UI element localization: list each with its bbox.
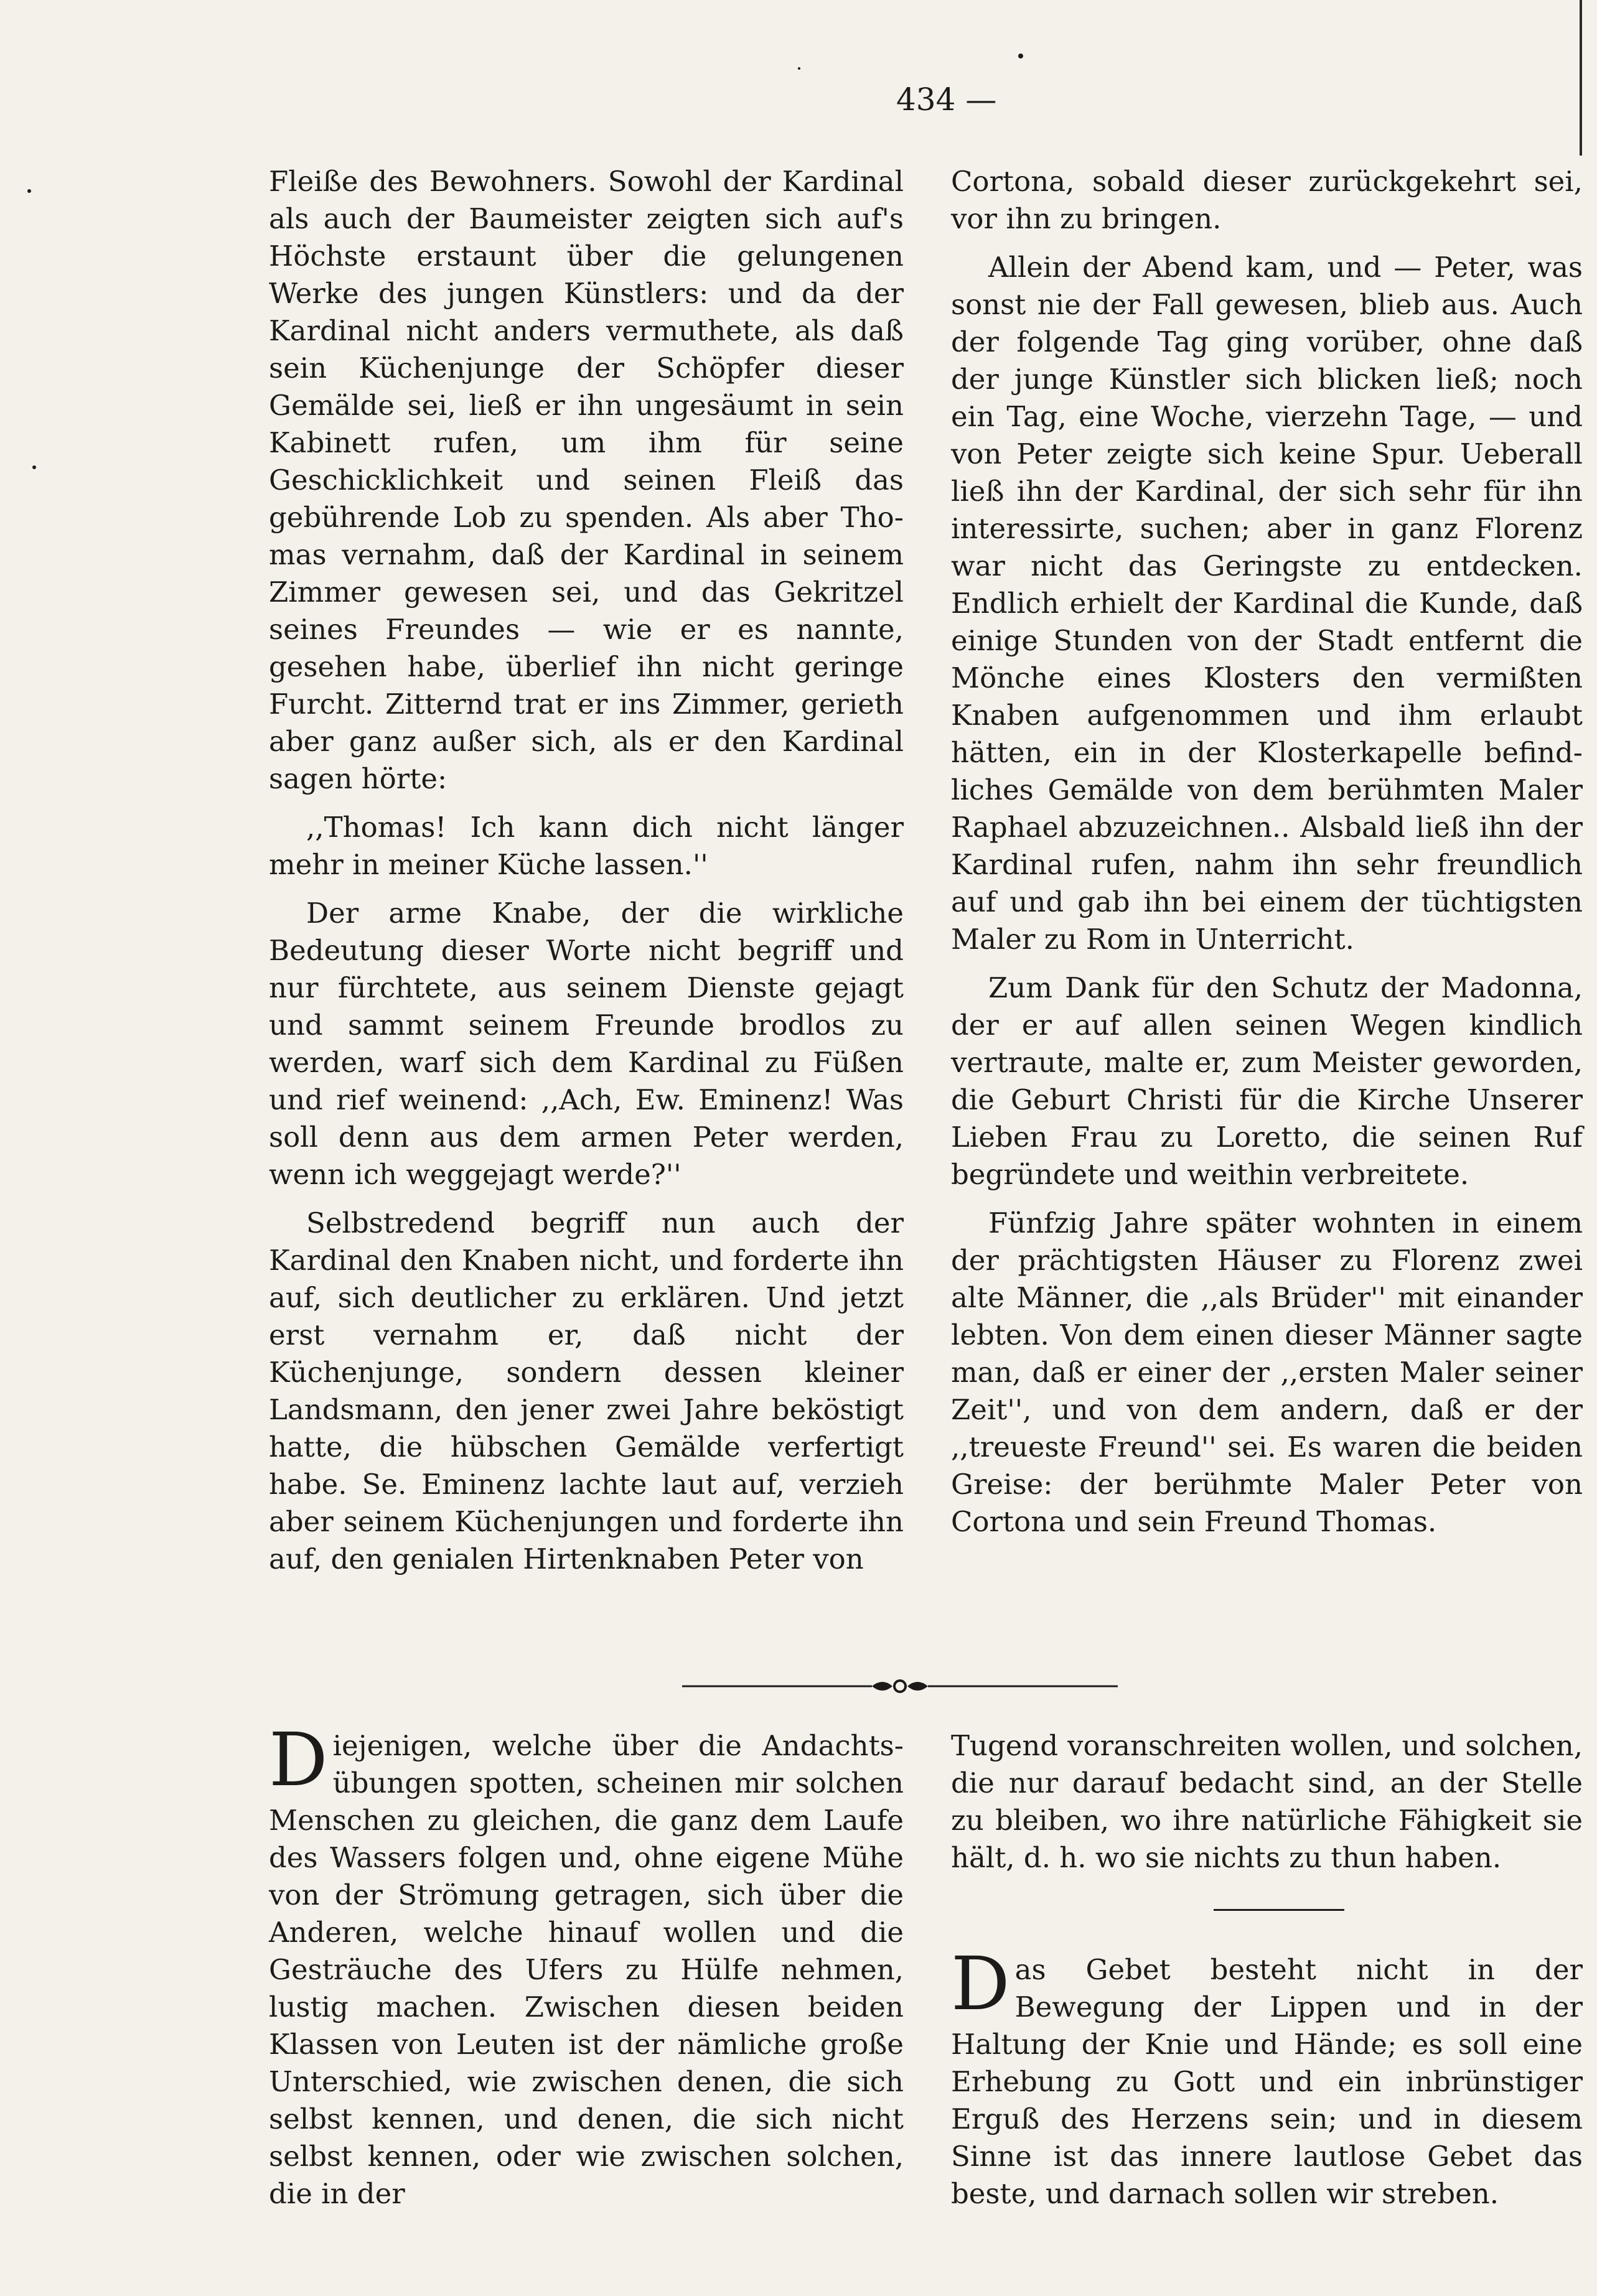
article-column-right <box>951 163 1583 1541</box>
paragraph <box>951 1941 1583 2213</box>
paragraph <box>269 1717 904 2213</box>
paragraph: Selbstredend begriff nun auch der Kardinal den Knaben nicht, und forderte ihn auf, sich deutlicher zu erklären. Und jetzt erst vernahm er, daß nicht der Küchenjunge, sondern dessen kleiner Landsmann, den jener zwei Jahre beköstigt hatte, die hübschen Gemälde verfertigt habe. Se. Eminenz lachte laut auf, verzieh aber seinem Küchenjungen und forderte ihn auf, den genialen Hirtenknaben Peter von <box>269 1206 904 1575</box>
section-rule <box>1214 1909 1344 1911</box>
ink-speck <box>27 189 31 193</box>
aphorism-column-left <box>269 1717 904 2213</box>
drop-capital: D <box>951 1941 1010 2027</box>
paragraph: Tugend voranschreiten wollen, und solchen, die nur darauf bedacht sind, an der Stelle zu bleiben, wo ihre natürliche Fähigkeit sie hält, d. h. wo sie nichts zu thun haben. <box>951 1729 1583 1874</box>
paragraph: Zum Dank für den Schutz der Madonna, der er auf allen seinen Wegen kindlich vertraute, malte er, zum Meister geworden, die Geburt Christi für die Kirche Unserer Lieben Frau zu Loretto, die seinen Ruf begründete und weithin verbreitete. <box>951 971 1583 1191</box>
page-number: 434 — <box>896 82 997 118</box>
paragraph: Allein der Abend kam, und — Peter, was sonst nie der Fall gewesen, blieb aus. Auch der folgende Tag ging vorüber, ohne daß der junge Künstler sich blicken ließ; noch ein Tag, eine Woche, vierzehn Tage, — und von Peter zeigte sich keine Spur. Ueberall ließ ihn der Kardinal, der sich sehr für ihn interessirte, suchen; aber in ganz Florenz war nicht das Geringste zu entdecken. Endlich erhielt der Kardinal die Kunde, daß einige Stunden von der Stadt entfernt die Mönche eines Klosters den vermißten Knaben aufgenommen und ihm erlaubt hätten, ein in der Klosterkapelle befindliches Gemälde von dem berühmten Maler Raphael abzuzeichnen.. Alsbald ließ ihn der Kardinal rufen, nahm ihn sehr freundlich auf und gab ihn bei einem der tüchtigsten Maler zu Rom in Unterricht. <box>951 251 1583 956</box>
drop-capital: D <box>269 1717 328 1803</box>
paragraph-text: iejenigen, welche über die Andachtsübungen spotten, scheinen mir solchen Menschen zu gleichen, die ganz dem Laufe des Wassers folgen und, ohne eigene Mühe von der Strömung getragen, sich über die Anderen, welche hinauf wollen und die Gesträuche des Ufers zu Hülfe nehmen, lustig machen. Zwischen diesen beiden Klassen von Leuten ist der nämliche große Unterschied, wie zwischen denen, die sich selbst kennen, und denen, die sich nicht selbst kennen, oder wie zwischen solchen, die in der <box>269 1729 904 2210</box>
paragraph: ,,Thomas! Ich kann dich nicht länger mehr in meiner Küche lassen.'' <box>269 811 904 881</box>
paragraph: Fünfzig Jahre später wohnten in einem der prächtigsten Häuser zu Florenz zwei alte Männer, die ,,als Brüder'' mit einander lebten. Von dem einen dieser Männer sagte man, daß er einer der ,,ersten Maler seiner Zeit'', und von dem andern, daß er der ,,treueste Freund'' sei. Es waren die beiden Greise: der berühmte Maler Peter von Cortona und sein Freund Thomas. <box>951 1206 1583 1538</box>
page-edge-line <box>1580 0 1582 156</box>
paragraph: Der arme Knabe, der die wirkliche Bedeutung dieser Worte nicht begriff und nur fürchtete, aus seinem Dienste gejagt und sammt seinem Freunde brodlos zu werden, warf sich dem Kardinal zu Füßen und rief weinend: ,,Ach, Ew. Eminenz! Was soll denn aus dem armen Peter werden, wenn ich weggejagt werde?'' <box>269 897 904 1191</box>
ink-speck <box>32 465 36 469</box>
paragraph: Cortona, sobald dieser zurückgekehrt sei, vor ihn zu bringen. <box>951 165 1583 235</box>
ink-speck <box>1018 54 1023 58</box>
article-column-left <box>269 163 904 1578</box>
paragraph-text: as Gebet besteht nicht in der Bewegung der Lippen und in der Haltung der Knie und Hände; es soll eine Erhebung zu Gott und ein inbrünstiger Erguß des Herzens sein; und in diesem Sinne ist das innere lautlose Gebet das beste, und darnach sollen wir streben. <box>951 1953 1583 2210</box>
ornament-divider <box>682 1670 1118 1702</box>
ink-speck <box>798 67 800 70</box>
paragraph: Fleiße des Bewohners. Sowohl der Kardinal als auch der Baumeister zeigten sich auf's Höchste erstaunt über die gelungenen Werke des jungen Künstlers: und da der Kardinal nicht anders vermuthete, als daß sein Küchenjunge der Schöpfer dieser Gemälde sei, ließ er ihn ungesäumt in sein Kabinett rufen, um ihm für seine Geschicklichkeit und seinen Fleiß das gebührende Lob zu spenden. Als aber Thomas vernahm, daß der Kardinal in seinem Zimmer gewesen sei, und das Gekritzel seines Freundes — wie er es nannte, gesehen habe, überlief ihn nicht geringe Furcht. Zitternd trat er ins Zimmer, gerieth aber ganz außer sich, als er den Kardinal sagen hörte: <box>269 165 904 795</box>
aphorism-column-right <box>951 1727 1583 2213</box>
